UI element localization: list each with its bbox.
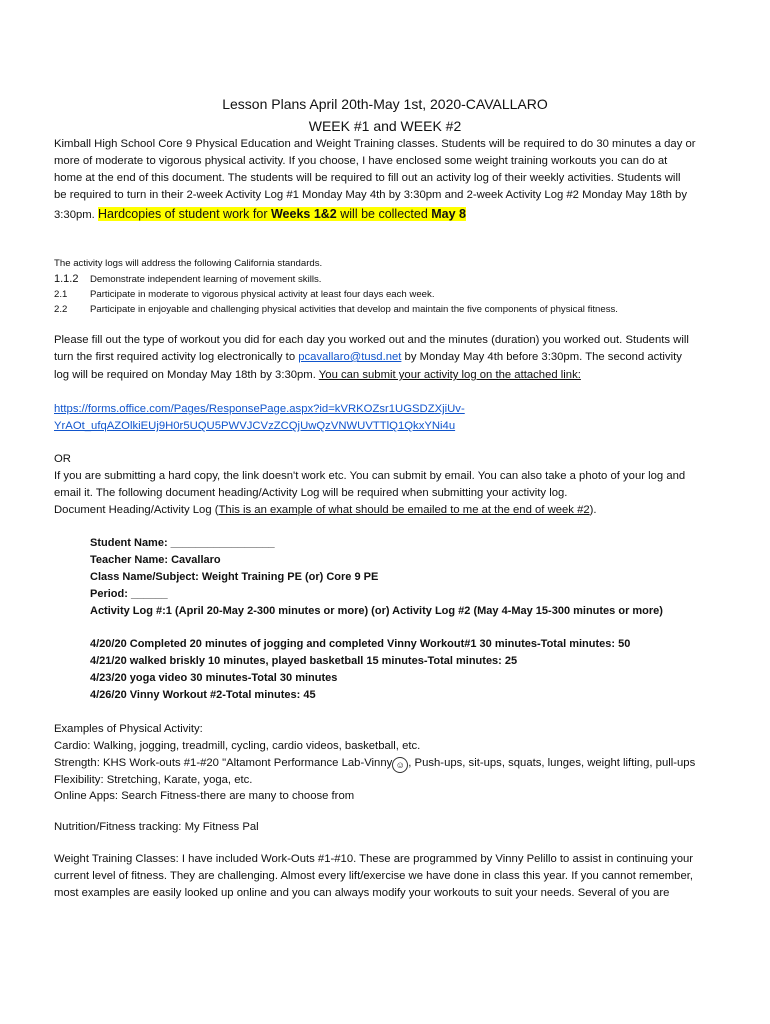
example-entry: 4/21/20 walked briskly 10 minutes, played basketball 15 minutes-Total minutes: 25 xyxy=(90,655,518,667)
instructions-text: by Monday May 4th before 3:30pm. The second activity xyxy=(401,351,682,363)
standard-text: Participate in enjoyable and challenging physical activities that develop and maintain the five components of physical fitness. xyxy=(90,304,618,315)
notice-text: will be collected xyxy=(336,207,432,221)
form-link[interactable]: https://forms.office.com/Pages/ResponsePage.aspx?id=kVRKOZsr1UGSDZXjiUv- xyxy=(54,403,465,415)
standard-text: Demonstrate independent learning of movement skills. xyxy=(90,274,322,285)
instructions-line: Please fill out the type of workout you did for each day you worked out and the minutes (duration) you worked out. Students will xyxy=(54,334,689,346)
email-link[interactable]: pcavallaro@tusd.net xyxy=(298,351,402,363)
example-period: Period: ______ xyxy=(90,588,168,600)
standard-text: Participate in moderate to vigorous physical activity at least four days each week. xyxy=(90,289,435,300)
alternative-underlined: This is an example of what should be emailed to me at the end of week #2 xyxy=(218,504,590,516)
example-class-name: Class Name/Subject: Weight Training PE (or) Core 9 PE xyxy=(90,571,379,583)
activities-cardio: Cardio: Walking, jogging, treadmill, cycling, cardio videos, basketball, etc. xyxy=(54,740,421,752)
instructions-text: turn the first required activity log electronically to xyxy=(54,351,299,363)
alternative-text: Document Heading/Activity Log ( xyxy=(54,504,219,516)
or-label: OR xyxy=(54,453,71,465)
instructions-underlined: You can submit your activity log on the attached link: xyxy=(318,369,581,381)
example-teacher-name: Teacher Name: Cavallaro xyxy=(90,554,221,566)
intro-line-start: 3:30pm. xyxy=(54,209,98,221)
instructions-line xyxy=(54,369,581,381)
example-student-name: Student Name: _________________ xyxy=(90,537,275,549)
document-title: Lesson Plans April 20th-May 1st, 2020-CAVALLARO xyxy=(222,96,548,112)
instructions-text: log will be required on Monday May 18th by 3:30pm. xyxy=(54,369,319,381)
standard-number: 2.1 xyxy=(54,289,68,300)
intro-line: Kimball High School Core 9 Physical Education and Weight Training classes. Students will be required to do 30 minutes a day or xyxy=(54,138,696,150)
instructions-line xyxy=(54,351,682,363)
strength-text: , Push-ups, sit-ups, squats, lunges, weight lifting, pull-ups xyxy=(408,757,696,769)
intro-line: be required to turn in their 2-week Activity Log #1 Monday May 4th by 3:30pm and 2-week Activity Log #2 Monday May 18th by xyxy=(54,189,687,201)
smiley-icon: ☺ xyxy=(392,757,408,773)
highlighted-notice xyxy=(98,207,466,221)
notice-weeks: Weeks 1&2 xyxy=(270,207,337,221)
example-entry: 4/26/20 Vinny Workout #2-Total minutes: 45 xyxy=(90,689,316,701)
alternative-line xyxy=(54,504,597,516)
form-link[interactable]: YrAOt_ufqAZOlkiEUj9H0r5UQU5PWVJCVzZCQjUwQzVNWUVTTlQ1QkxYNi4u xyxy=(54,420,456,432)
intro-line xyxy=(54,207,466,221)
example-activity-log: Activity Log #:1 (April 20-May 2-300 minutes or more) (or) Activity Log #2 (May 4-May 15-300 minutes or more) xyxy=(90,605,663,617)
nutrition-line: Nutrition/Fitness tracking: My Fitness Pal xyxy=(54,821,259,833)
standard-item xyxy=(54,273,321,285)
weight-training-line: most examples are easily looked up online and you can always modify your workouts to suit your needs. Several of you are xyxy=(54,887,670,899)
standard-number: 1.1.2 xyxy=(54,273,79,285)
example-entry: 4/20/20 Completed 20 minutes of jogging and completed Vinny Workout#1 30 minutes-Total minutes: 50 xyxy=(90,638,631,650)
intro-line: home at the end of this document. The students will be required to fill out an activity log of their weekly activities. Students will xyxy=(54,172,681,184)
alternative-line: email it. The following document heading/Activity Log will be required when submitting your activity log. xyxy=(54,487,568,499)
intro-line: more of moderate to vigorous physical activity. If you choose, I have enclosed some weight training workouts you can do at xyxy=(54,155,668,167)
strength-text: Strength: KHS Work-outs #1-#20 "Altamont Performance Lab-Vinny xyxy=(54,757,393,769)
standard-item xyxy=(54,304,618,315)
notice-text: Hardcopies of student work for xyxy=(97,207,271,221)
activities-heading: Examples of Physical Activity: xyxy=(54,723,203,735)
document-subtitle: WEEK #1 and WEEK #2 xyxy=(308,118,462,134)
standards-intro: The activity logs will address the following California standards. xyxy=(54,258,323,269)
notice-date: May 8 xyxy=(431,207,467,221)
weight-training-line: current level of fitness. They are challenging. Almost every lift/exercise we have done in class this year. If you cannot remember, xyxy=(54,870,694,882)
standard-number: 2.2 xyxy=(54,304,68,315)
standard-item xyxy=(54,289,434,300)
alternative-text: ). xyxy=(589,504,597,516)
activities-flexibility: Flexibility: Stretching, Karate, yoga, etc. xyxy=(54,774,253,786)
activities-strength xyxy=(54,757,695,773)
weight-training-line: Weight Training Classes: I have included Work-Outs #1-#10. These are programmed by Vinny Pelillo to assist in continuing your xyxy=(54,853,694,865)
activities-online: Online Apps: Search Fitness-there are many to choose from xyxy=(54,790,355,802)
example-entry: 4/23/20 yoga video 30 minutes-Total 30 minutes xyxy=(90,672,338,684)
alternative-line: If you are submitting a hard copy, the link doesn't work etc. You can submit by email. You can also take a photo of your log and xyxy=(54,470,686,482)
